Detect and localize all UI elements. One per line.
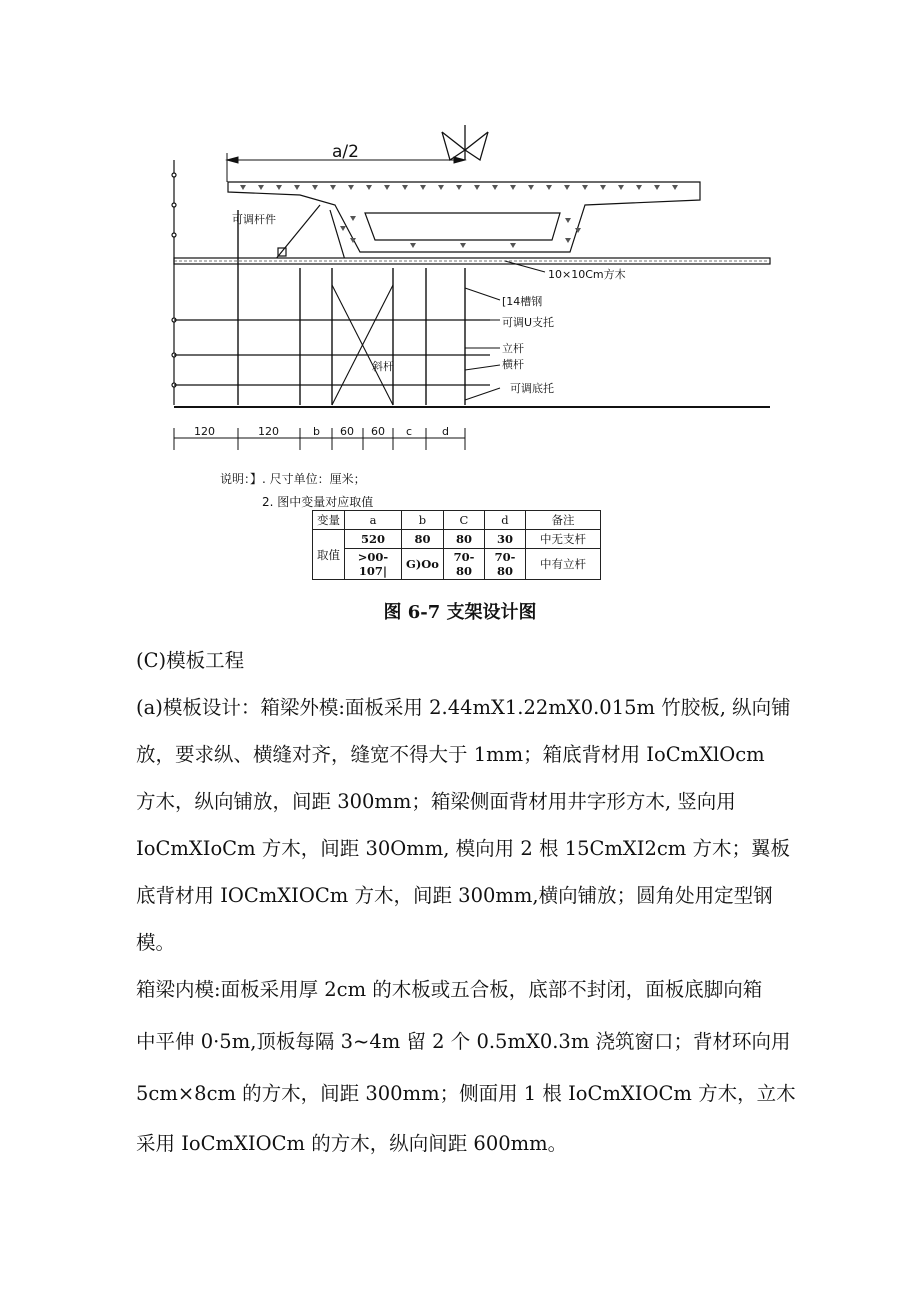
table-cell: 中有立杆 (525, 549, 600, 580)
centerline-vane-icon (442, 125, 488, 160)
label-u-support: 可调U支托 (502, 316, 555, 329)
table-cell: d (484, 511, 525, 530)
table-row (313, 549, 601, 580)
scaffold-diagonals (332, 285, 393, 405)
paragraph-line: 模。 (136, 931, 176, 954)
label-horizontal: 横杆 (502, 358, 524, 371)
paragraph-line: 5cm×8cm 的方木，间距 300mm；侧面用 1 根 IoCmXIOCm 方木，立木 (136, 1082, 796, 1105)
table-cell: C (443, 511, 484, 530)
label-adjustable-rod: 可调杆件 (232, 213, 276, 226)
paragraph-line: (a)模板设计：箱梁外模:面板采用 2.44mX1.22mX0.015m 竹胶板, 纵向铺 (136, 696, 791, 719)
variable-table (312, 510, 601, 580)
paragraph-line: 箱梁内模:面板采用厚 2cm 的木板或五合板，底部不封闭，面板底脚向箱 (136, 978, 763, 1001)
dim-label: 120 (258, 425, 279, 438)
table-row (313, 511, 601, 530)
dim-label: b (313, 425, 320, 438)
table-cell: b (402, 511, 444, 530)
label-base-support: 可调底托 (510, 382, 554, 395)
paragraph-line: 采用 IoCmXIOCm 的方木，纵向间距 600mm。 (136, 1132, 568, 1155)
concrete-hatch (240, 185, 678, 248)
table-row (313, 530, 601, 549)
table-cell: 520 (345, 530, 402, 549)
dim-label: 120 (194, 425, 215, 438)
table-cell: 80 (402, 530, 444, 549)
table-cell: a (345, 511, 402, 530)
leader-lines (465, 261, 545, 400)
paragraph-line: 方木，纵向铺放，间距 300mm；箱梁侧面背材用井字形方木, 竖向用 (136, 790, 736, 813)
paragraph-line: 底背材用 IOCmXIOCm 方木，间距 300mm,横向铺放；圆角处用定型钢 (136, 884, 773, 907)
table-cell: 变量 (313, 511, 345, 530)
support-design-diagram (160, 120, 780, 460)
label-channel-steel: [14槽钢 (502, 295, 543, 308)
section-heading: (C)模板工程 (136, 649, 245, 672)
table-cell: 70-80 (443, 549, 484, 580)
dim-label: c (406, 425, 413, 438)
table-cell: 80 (443, 530, 484, 549)
paragraph-line: 放，要求纵、横缝对齐，缝宽不得大于 1mm；箱底背材用 IoCmXlOcm (136, 743, 765, 766)
table-cell: 30 (484, 530, 525, 549)
left-pole (172, 160, 176, 405)
table-cell: 备注 (525, 511, 600, 530)
paragraph-line: 中平伸 0·5m,顶板每隔 3~4m 留 2 个 0.5mX0.3m 浇筑窗口；背材环向用 (136, 1030, 791, 1053)
table-cell: 取值 (313, 530, 345, 580)
label-timber: 10×10Cm方木 (548, 268, 626, 281)
note-variables: 2. 图中变量对应取值 (262, 495, 374, 509)
wing-support (275, 205, 345, 260)
box-girder (228, 182, 700, 252)
table-cell: G)Oo (402, 549, 444, 580)
dim-label: d (442, 425, 449, 438)
label-diagonal: 斜杆 (372, 360, 394, 373)
dim-a-half-label: a/2 (332, 142, 359, 162)
note-units: 说明：】. 尺寸单位：厘米； (220, 472, 366, 486)
label-upright: 立杆 (502, 342, 524, 355)
table-cell: 70-80 (484, 549, 525, 580)
figure-caption: 图 6-7 支架设计图 (383, 602, 537, 623)
dim-label: 60 (371, 425, 385, 438)
dim-label: 60 (340, 425, 354, 438)
table-cell: >00-107| (345, 549, 402, 580)
paragraph-line: IoCmXIoCm 方木，间距 30Omm, 模向用 2 根 15CmXI2cm 方木；翼板 (136, 837, 790, 860)
table-cell: 中无支杆 (525, 530, 600, 549)
